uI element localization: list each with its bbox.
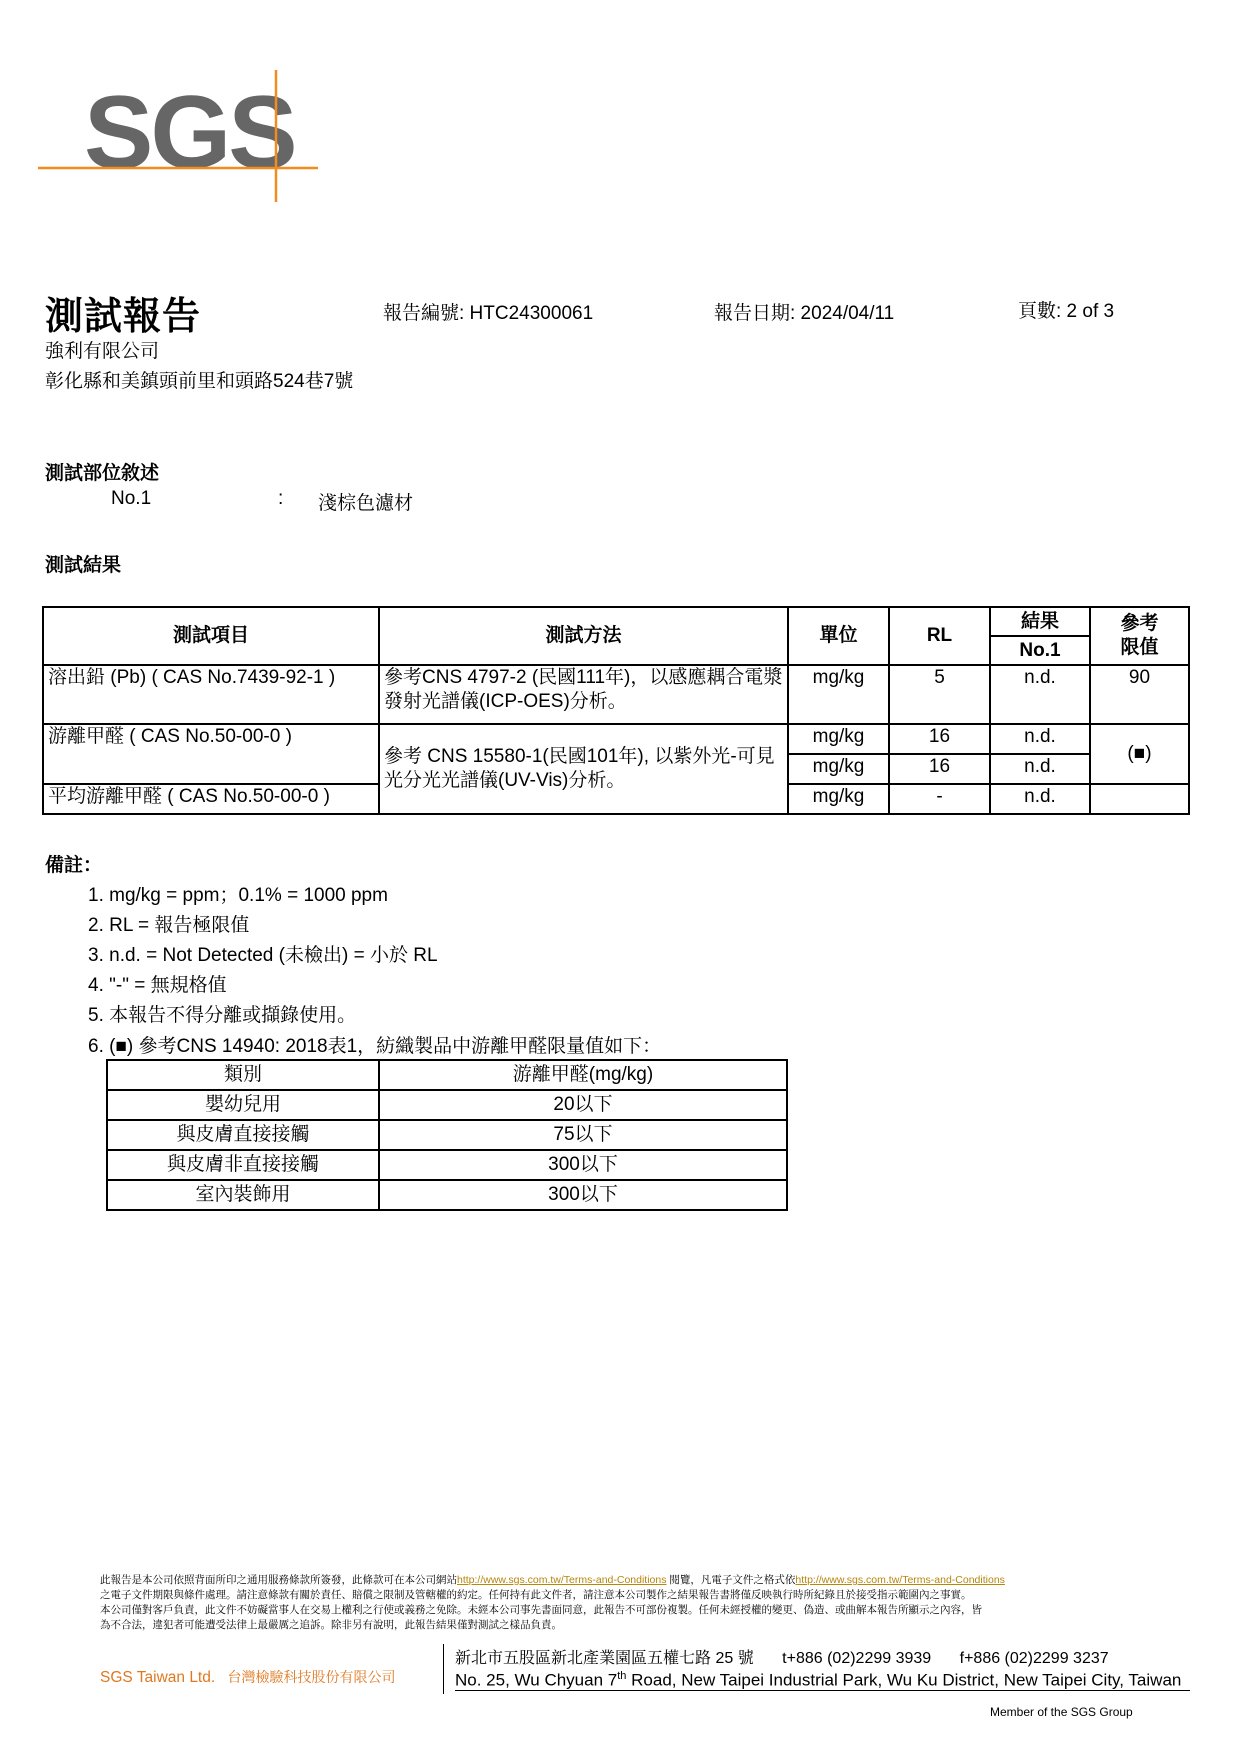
disclaimer-text: 閱覽，凡電子文件之格式依	[666, 1574, 796, 1586]
part-colon: :	[278, 488, 284, 509]
formaldehyde-limit-table	[106, 1059, 788, 1211]
row-lead-result: n.d.	[990, 665, 1090, 724]
header-ref-line2: 限值	[1120, 637, 1159, 658]
limit-category: 嬰幼兒用	[107, 1090, 379, 1120]
footer-disclaimer	[100, 1573, 1140, 1633]
limit-value: 300以下	[379, 1180, 787, 1210]
limit-value: 20以下	[379, 1090, 787, 1120]
header-test-method: 測試方法	[379, 607, 788, 665]
limit-category: 室內裝飾用	[107, 1180, 379, 1210]
row-lead-item: 溶出鉛 (Pb) ( CAS No.7439-92-1 )	[43, 665, 379, 724]
note-item: 5. 本報告不得分離或擷錄使用。	[88, 1005, 357, 1026]
footer-address-en	[455, 1670, 1181, 1691]
note-item: 2. RL = 報告極限值	[88, 915, 250, 936]
disclaimer-line	[100, 1573, 1140, 1588]
limit-category: 與皮膚非直接接觸	[107, 1150, 379, 1180]
part-section-title: 測試部位敘述	[45, 463, 160, 484]
row-avg-formaldehyde-unit: mg/kg	[788, 784, 889, 814]
results-section-title: 測試結果	[45, 555, 122, 576]
part-number: No.1	[111, 488, 152, 509]
row-formaldehyde-2-result: n.d.	[990, 754, 1090, 784]
footer-company	[100, 1667, 395, 1687]
row-formaldehyde-rl: 16	[889, 724, 990, 754]
footer-address-zh-line	[455, 1645, 1109, 1668]
table-row	[107, 1150, 787, 1180]
disclaimer-line: 本公司僅對客戶負責，此文件不妨礙當事人在交易上權利之行使或義務之免除。未經本公司事先書面同意，此報告不可部份複製。任何未經授權的變更、偽造、或曲解本報告所顯示之內容，皆	[100, 1604, 982, 1616]
company-name-en: SGS Taiwan Ltd.	[100, 1669, 216, 1686]
header-unit: 單位	[788, 607, 889, 665]
disclaimer-line: 之電子文件期限與條件處理。請注意條款有關於責任、賠償之限制及管轄權的約定。任何持有此文件者，請注意本公司製作之結果報告書將僅反映執行時所紀錄且於接受指示範圍內之事實。	[100, 1589, 972, 1601]
row-formaldehyde-method: 參考 CNS 15580-1(民國101年), 以紫外光-可見光分光光譜儀(UV-Vis)分析。	[379, 724, 788, 814]
disclaimer-text: 此報告是本公司依照背面所印之通用服務條款所簽發，此條款可在本公司網站	[100, 1574, 457, 1586]
table-row	[107, 1120, 787, 1150]
note-item: 6. (■) 參考CNS 14940: 2018表1，紡織製品中游離甲醛限量值如下：	[88, 1036, 662, 1057]
row-lead-unit: mg/kg	[788, 665, 889, 724]
member-of-sgs: Member of the SGS Group	[990, 1705, 1133, 1719]
results-table	[42, 606, 1190, 815]
header-ref-line1: 參考	[1120, 613, 1159, 634]
row-avg-formaldehyde-rl: -	[889, 784, 990, 814]
limit-value: 75以下	[379, 1120, 787, 1150]
limit-header-value: 游離甲醛(mg/kg)	[379, 1060, 787, 1090]
row-formaldehyde-result: n.d.	[990, 724, 1090, 754]
header-rl: RL	[889, 607, 990, 665]
report-date: 報告日期: 2024/04/11	[714, 303, 895, 324]
fax-number: f+886 (02)2299 3237	[959, 1650, 1109, 1667]
row-avg-formaldehyde-result: n.d.	[990, 784, 1090, 814]
terms-link[interactable]: http://www.sgs.com.tw/Terms-and-Conditions	[457, 1574, 667, 1586]
limit-header-category: 類別	[107, 1060, 379, 1090]
header-test-item: 測試項目	[43, 607, 379, 665]
address-en-part: Road, New Taipei Industrial Park, Wu Ku District, New Taipei City, Taiwan	[626, 1670, 1182, 1690]
row-lead-rl: 5	[889, 665, 990, 724]
address-en-sup: th	[617, 1670, 627, 1682]
sgs-logo-text: SGS	[84, 75, 295, 191]
row-avg-formaldehyde-limit-empty	[1090, 784, 1189, 814]
row-lead-method: 參考CNS 4797-2 (民國111年)，以感應耦合電漿發射光譜儀(ICP-OES)分析。	[379, 665, 788, 724]
note-item: 3. n.d. = Not Detected (未檢出) = 小於 RL	[88, 945, 438, 966]
terms-link[interactable]: http://www.sgs.com.tw/Terms-and-Conditions	[795, 1574, 1005, 1586]
notes-title: 備註：	[45, 855, 103, 876]
table-row	[43, 724, 1189, 754]
address-en-part: No. 25, Wu Chyuan 7	[455, 1670, 618, 1690]
disclaimer-line: 為不合法，違犯者可能遭受法律上最嚴厲之追訴。除非另有說明，此報告結果僅對測試之樣品負責。	[100, 1619, 562, 1631]
address-zh: 新北市五股區新北產業園區五權七路 25 號	[455, 1650, 754, 1667]
footer-divider	[443, 1644, 444, 1694]
header-result-sample: No.1	[990, 636, 1090, 665]
page-count: 頁數: 2 of 3	[1018, 301, 1115, 322]
row-formaldehyde-item: 游離甲醛 ( CAS No.50-00-0 )	[43, 724, 379, 784]
table-row	[43, 665, 1189, 724]
row-lead-limit: 90	[1090, 665, 1189, 724]
company-name-zh: 台灣檢驗科技股份有限公司	[227, 1670, 396, 1686]
table-row	[107, 1180, 787, 1210]
row-formaldehyde-unit: mg/kg	[788, 724, 889, 754]
report-title: 測試報告	[45, 296, 202, 338]
note-item: 1. mg/kg = ppm；0.1% = 1000 ppm	[88, 885, 388, 906]
report-number: 報告編號: HTC24300061	[383, 303, 594, 324]
phone-number: t+886 (02)2299 3939	[782, 1650, 932, 1667]
footer-underline	[455, 1690, 1190, 1691]
sgs-logo	[38, 70, 318, 202]
company-address: 彰化縣和美鎮頭前里和頭路524巷7號	[45, 371, 354, 392]
table-row	[107, 1090, 787, 1120]
header-result: 結果	[990, 607, 1090, 636]
part-description: 淺棕色濾材	[318, 493, 414, 514]
company-name: 強利有限公司	[45, 341, 160, 362]
row-formaldehyde-2-rl: 16	[889, 754, 990, 784]
row-avg-formaldehyde-item: 平均游離甲醛 ( CAS No.50-00-0 )	[43, 784, 379, 814]
note-item: 4. "-" = 無規格值	[88, 975, 227, 996]
results-header-row	[43, 607, 1189, 636]
header-reference-limit	[1090, 607, 1189, 665]
limit-value: 300以下	[379, 1150, 787, 1180]
row-formaldehyde-2-unit: mg/kg	[788, 754, 889, 784]
table-row	[107, 1060, 787, 1090]
limit-category: 與皮膚直接接觸	[107, 1120, 379, 1150]
row-formaldehyde-limit: (■)	[1090, 724, 1189, 784]
